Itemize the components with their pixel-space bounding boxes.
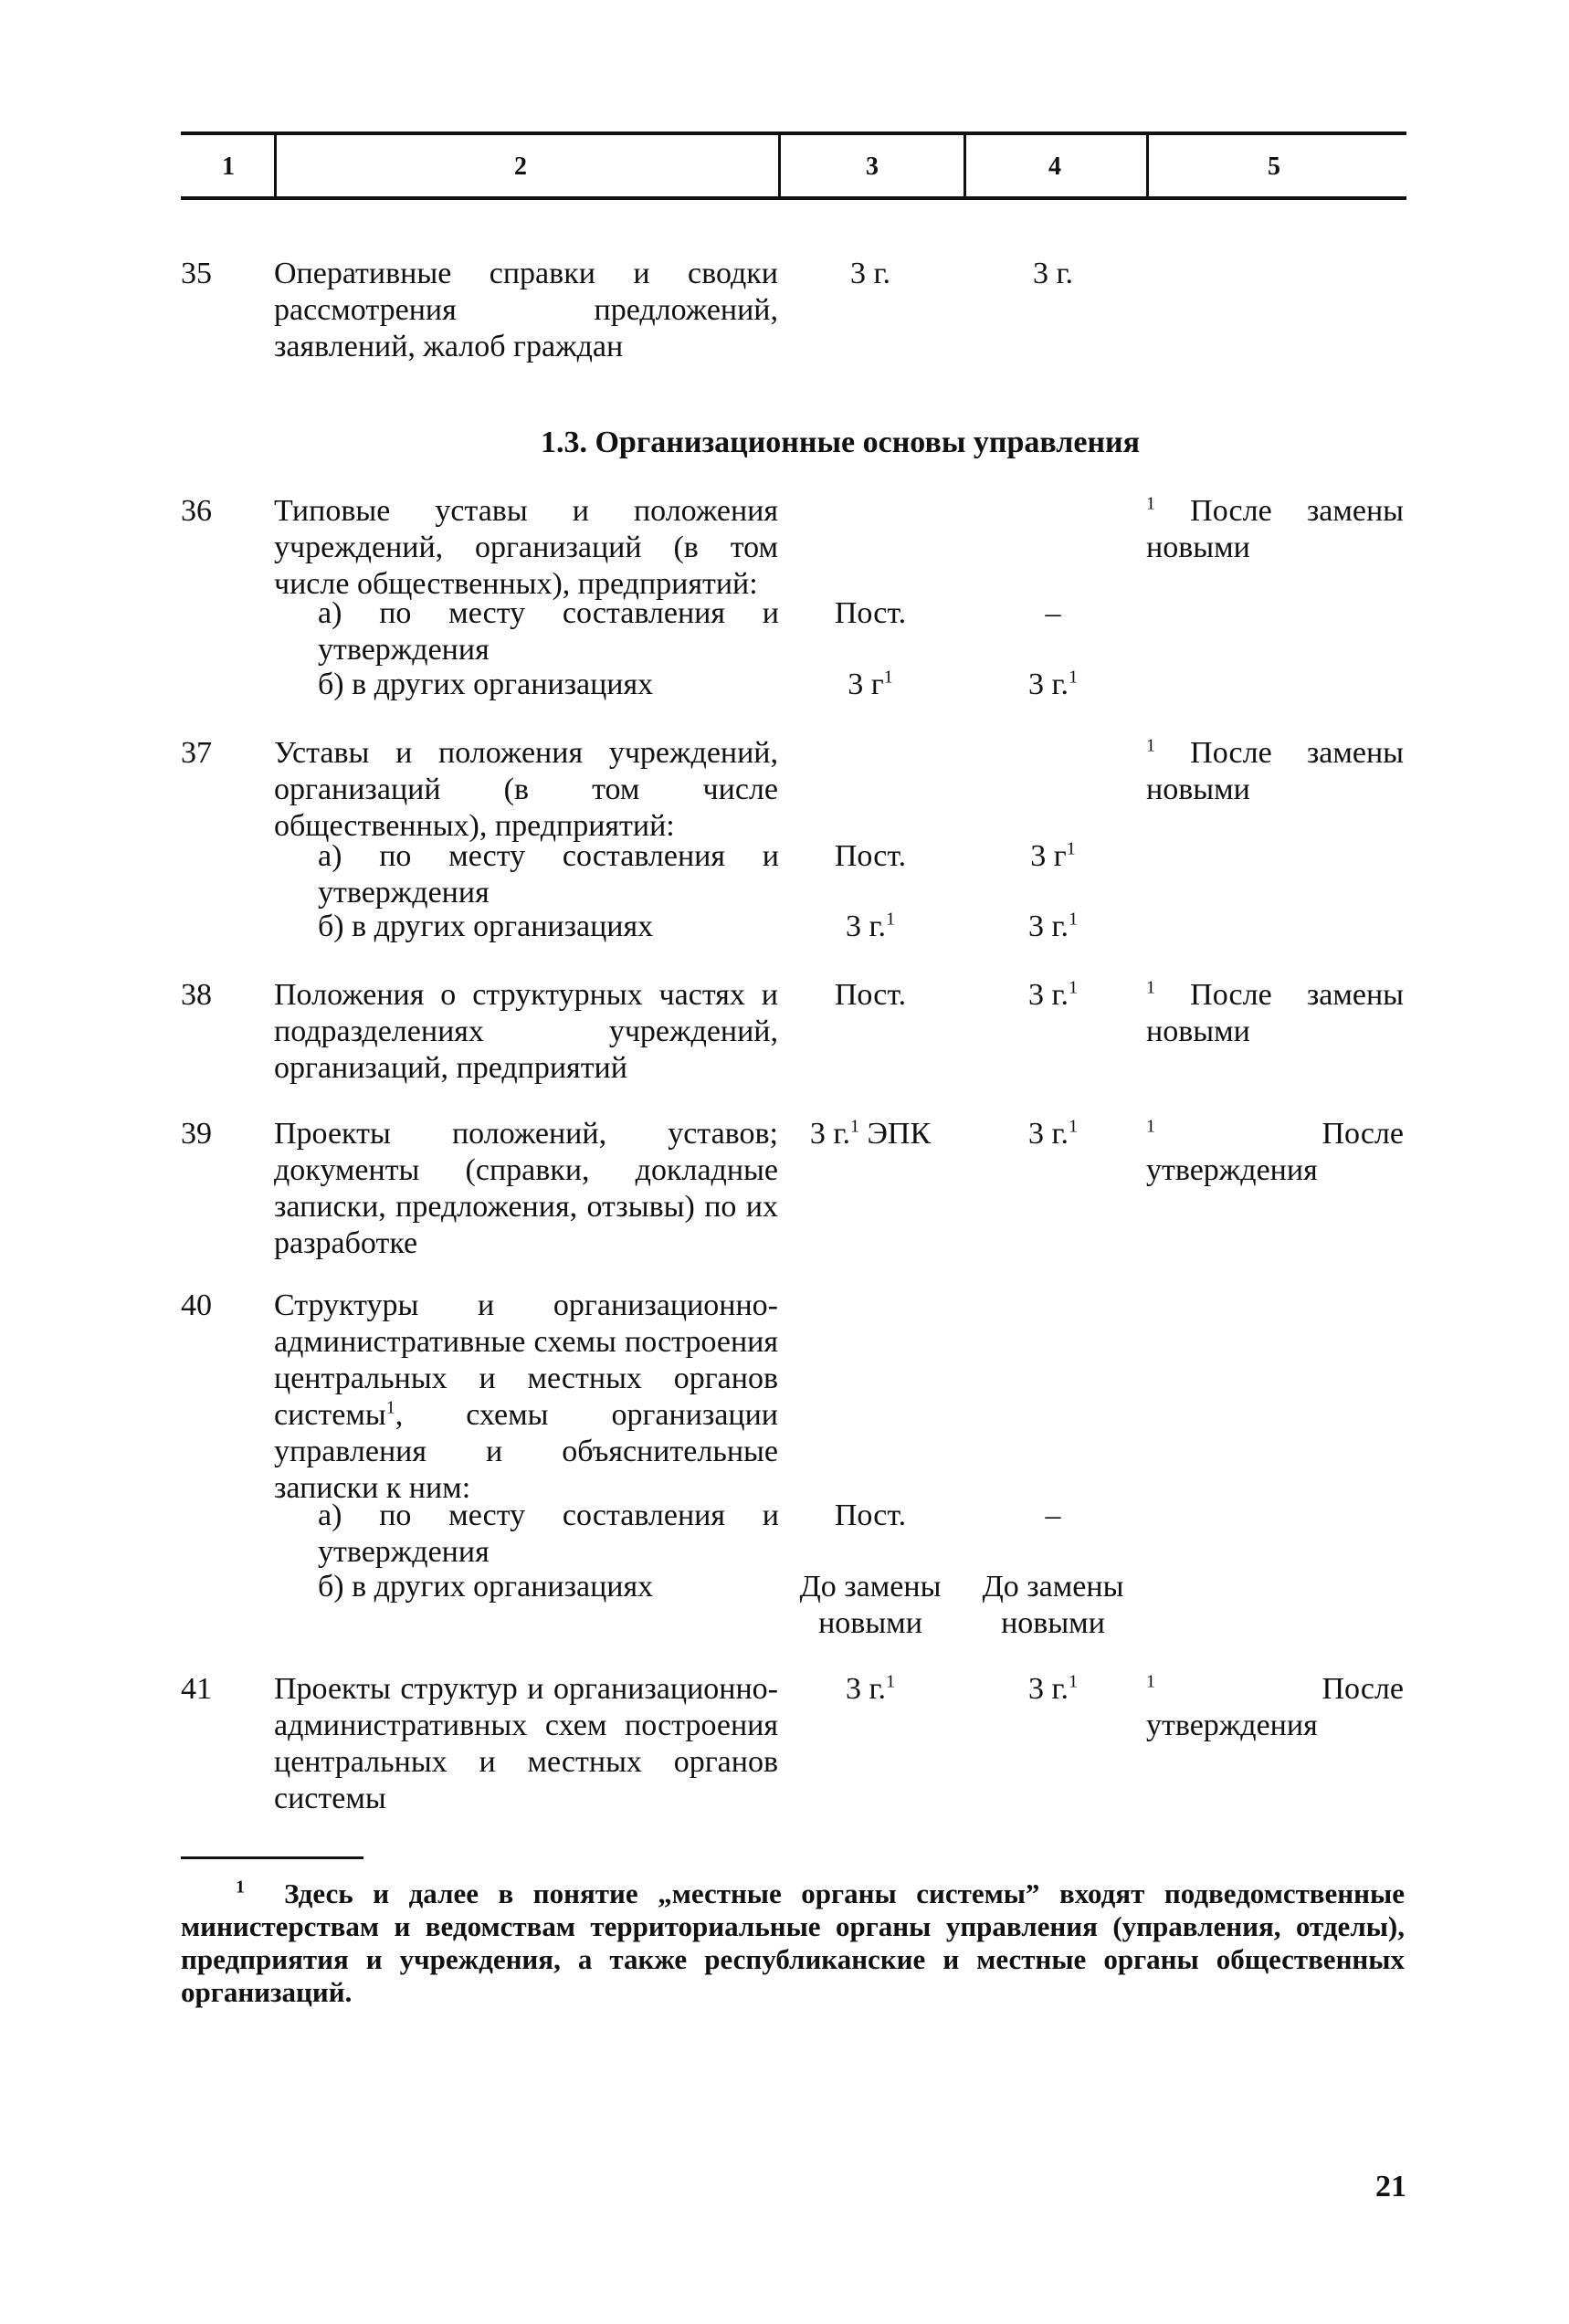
footnote: $^1$ Здесь и далее в понятие „местные органы системы” входят подведомственные министерствам и ведомствам территориальные органы управления (управления, отделы), предприятия и учреждения, а также республиканские и местные органы общественных организаций. (181, 1877, 1405, 2008)
row-number-38: 38 (181, 978, 212, 1012)
row-39-col3: 3 г.$^1$ ЭПК (809, 1116, 932, 1151)
row-38-col4: 3 г.$^1$ (1027, 977, 1079, 1012)
row-36-item-a: а) по месту составления и утверждения (318, 596, 779, 667)
row-39-col4: 3 г.$^1$ (1027, 1116, 1079, 1151)
row-37-item-a: а) по месту составления и утверждения (318, 839, 779, 910)
row-40-b-col4: До замены новыми (982, 1570, 1124, 1640)
header-divider (274, 133, 277, 198)
header-divider (778, 133, 781, 198)
row-36-a-col3: Пост. (834, 596, 907, 630)
header-col-1: 1 (222, 152, 235, 181)
row-41-description: Проекты структур и организационно-административных схем построения центральных и местных органов системы (274, 1672, 778, 1815)
row-38-description: Положения о структурных частях и подразделениях учреждений, организаций, предприятий (274, 978, 778, 1085)
row-number-40: 40 (181, 1288, 212, 1322)
row-40-description: Структуры и организационно-административные схемы построения центральных и местных органов системы$^1$, схемы организации управления и объяснительные записки к ним: (274, 1288, 778, 1505)
row-number-41: 41 (181, 1672, 212, 1706)
row-39-description: Проекты положений, уставов; документы (справки, докладные записки, предложения, отзывы) по их разработке (274, 1117, 778, 1260)
row-37-a-col4: 3 $г^1$ (1030, 838, 1076, 873)
row-36-item-b: б) в других организациях (318, 668, 654, 701)
row-36-note: $^1$ После замены новыми (1146, 493, 1404, 564)
row-37-item-b: б) в других организациях (318, 910, 654, 943)
header-col-4: 4 (1048, 152, 1061, 181)
row-number-37: 37 (181, 736, 212, 770)
row-37-b-col4: 3 г.$^1$ (1027, 909, 1079, 943)
row-40-a-col4: – (1045, 1499, 1061, 1532)
row-36-description: Типовые уставы и положения учреждений, организаций (в том числе общественных), предприятий: (274, 494, 778, 601)
row-36-b-col3: 3 $г^1$ (848, 667, 893, 701)
page-number: 21 (1375, 2170, 1406, 2203)
row-41-note: $^1$ После утверждения (1146, 1671, 1404, 1742)
section-title: 1.3. Организационные основы управления (540, 426, 1141, 459)
row-35-description: Оперативные справки и сводки рассмотрения предложений, заявлений, жалоб граждан (274, 257, 778, 363)
row-37-a-col3: Пост. (834, 839, 907, 873)
row-41-col3: 3 г.$^1$ (845, 1671, 896, 1706)
row-40-item-b: б) в других организациях (318, 1570, 654, 1604)
header-col-5: 5 (1268, 152, 1280, 181)
row-39-note: $^1$ После утверждения (1146, 1116, 1404, 1187)
row-41-col4: 3 г.$^1$ (1027, 1671, 1079, 1706)
row-40-b-col3: До замены новыми (799, 1570, 942, 1640)
row-37-b-col3: 3 г.$^1$ (845, 909, 896, 943)
header-col-3: 3 (866, 152, 879, 181)
row-37-note: $^1$ После замены новыми (1146, 735, 1404, 806)
row-35-col3: 3 г. (849, 257, 891, 290)
row-36-a-col4: – (1045, 596, 1061, 630)
row-38-note: $^1$ После замены новыми (1146, 977, 1404, 1048)
table-header-top-rule (181, 131, 1406, 135)
table-header-bottom-rule (181, 196, 1406, 200)
row-40-a-col3: Пост. (834, 1499, 907, 1532)
footnote-rule (181, 1856, 363, 1859)
row-number-36: 36 (181, 494, 212, 528)
row-35-col4: 3 г. (1032, 257, 1074, 290)
header-divider (964, 133, 966, 198)
row-40-item-a: а) по месту составления и утверждения (318, 1499, 779, 1569)
header-col-2: 2 (514, 152, 527, 181)
row-37-description: Уставы и положения учреждений, организаций (в том числе общественных), предприятий: (274, 736, 778, 843)
row-number-35: 35 (181, 257, 212, 290)
header-divider (1146, 133, 1149, 198)
row-38-col3: Пост. (834, 978, 907, 1012)
row-number-39: 39 (181, 1117, 212, 1151)
row-36-b-col4: 3 г.$^1$ (1027, 667, 1079, 701)
